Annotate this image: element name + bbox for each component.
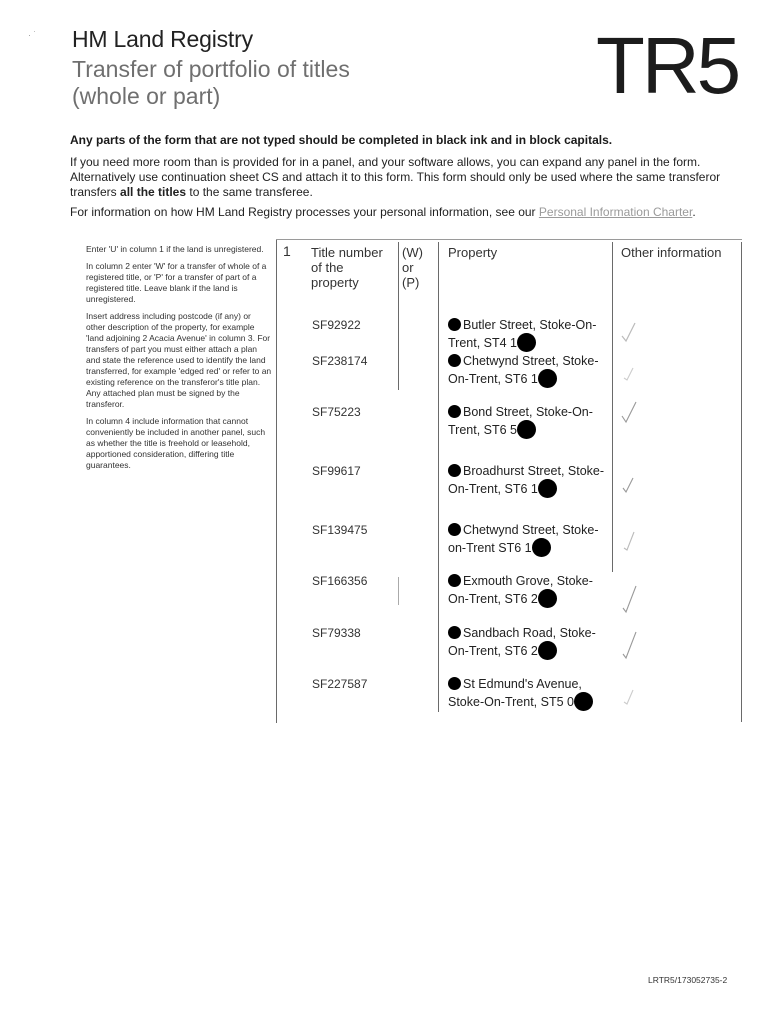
property-address-text: Bond Street, Stoke-On-Trent, ST6 5: [448, 405, 593, 437]
column-header-whole-or-part: [402, 245, 432, 290]
panel-top-rule: [276, 239, 742, 240]
title-number: SF92922: [312, 318, 361, 332]
scan-marks: · ˙: [28, 30, 37, 40]
property-address: [448, 574, 608, 608]
title-number: SF99617: [312, 464, 361, 478]
redaction-mark: [538, 589, 557, 608]
continuation-paragraph: [70, 155, 730, 200]
redaction-mark: [448, 626, 461, 639]
redaction-mark: [538, 641, 557, 660]
panel-right-border: [741, 242, 742, 722]
property-address: [448, 354, 608, 388]
form-title-line-1: Transfer of portfolio of titles: [72, 56, 350, 82]
property-address: [448, 318, 608, 352]
property-address: [448, 523, 608, 557]
column-header-label: Title number of the property: [311, 245, 383, 290]
form-reference: LRTR5/173052735-2: [648, 975, 728, 985]
guidance-note: Enter 'U' in column 1 if the land is unregistered.: [86, 244, 264, 254]
guidance-note: In column 2 enter 'W' for a transfer of whole of a registered title, or 'P' for a transfer of part of a registered title. Leave blank if the land is unregistered.: [86, 261, 267, 304]
guidance-note: Insert address including postcode (if any) or other description of the property, for example 'land adjoining 2 Acacia Avenue' in column 3. For transfers of part you must either attach a plan and state the reference used to identify the land transferred, for example 'edged red' or refer to an existing reference on the transferor's title plan. Any attached plan must be signed by the transferor.: [86, 311, 272, 409]
tick-mark-icon: [620, 684, 638, 710]
tick-mark-icon: [620, 320, 638, 346]
property-address-text: Chetwynd Street, Stoke-on-Trent ST6 1: [448, 523, 599, 555]
tick-mark-icon: [620, 528, 638, 554]
property-address: [448, 464, 608, 498]
column-header-other-information: Other information: [621, 245, 722, 260]
all-titles-emphasis: all the titles: [120, 185, 187, 199]
form-code: TR5: [596, 21, 739, 110]
redaction-mark: [448, 318, 461, 331]
redaction-mark: [448, 574, 461, 587]
property-address: [448, 677, 608, 711]
title-number: SF238174: [312, 354, 368, 368]
title-number: SF139475: [312, 523, 368, 537]
redaction-mark: [448, 523, 461, 536]
property-address: [448, 405, 608, 439]
column-divider: [398, 577, 399, 605]
redaction-mark: [517, 333, 536, 352]
column-header-label: (W) or (P): [402, 245, 423, 290]
property-address-text: Broadhurst Street, Stoke-On-Trent, ST6 1: [448, 464, 605, 496]
panel-left-border: [276, 240, 277, 723]
column-header-title-number: [311, 245, 393, 290]
redaction-mark: [448, 464, 461, 477]
continuation-text-end: to the same transferee.: [186, 185, 313, 199]
panel-number: 1: [283, 243, 291, 259]
tick-mark-icon: [620, 360, 638, 386]
form-title-line-2: (whole or part): [72, 83, 221, 109]
tick-mark-icon: [620, 472, 638, 498]
column-divider: [438, 242, 439, 712]
tick-mark-icon: [620, 400, 638, 426]
privacy-text-end: .: [692, 205, 696, 219]
redaction-mark: [532, 538, 551, 557]
organisation-name: HM Land Registry: [72, 26, 253, 52]
title-number: SF166356: [312, 574, 368, 588]
redaction-mark: [448, 354, 461, 367]
property-address-text: St Edmund's Avenue, Stoke-On-Trent, ST5 0: [448, 677, 582, 709]
property-address: [448, 626, 608, 660]
property-address-text: Sandbach Road, Stoke-On-Trent, ST6 2: [448, 626, 596, 658]
form-title: [72, 56, 350, 110]
completion-instruction: Any parts of the form that are not typed should be completed in black ink and in block capitals.: [70, 133, 613, 147]
privacy-text: For information on how HM Land Registry processes your personal information, see our: [70, 205, 539, 219]
redaction-mark: [448, 677, 461, 690]
redaction-mark: [574, 692, 593, 711]
title-number: SF79338: [312, 626, 361, 640]
property-address-text: Exmouth Grove, Stoke-On-Trent, ST6 2: [448, 574, 593, 606]
column-divider: [398, 242, 399, 390]
privacy-paragraph: [70, 205, 730, 220]
property-address-text: Butler Street, Stoke-On-Trent, ST4 1: [448, 318, 597, 350]
personal-information-charter-link[interactable]: Personal Information Charter: [538, 205, 693, 219]
redaction-mark: [517, 420, 536, 439]
redaction-mark: [538, 369, 557, 388]
tick-mark-icon: [620, 584, 638, 616]
property-address-text: Chetwynd Street, Stoke-On-Trent, ST6 1: [448, 354, 599, 386]
continuation-text: If you need more room than is provided for in a panel, and your software allows, you can expand any panel in the form. Alternatively use continuation sheet CS and attach it to this form. This form should only be used where the same transferor transfers: [70, 155, 721, 199]
column-header-property: Property: [448, 245, 498, 260]
redaction-mark: [448, 405, 461, 418]
title-number: SF227587: [312, 677, 368, 691]
title-number: SF75223: [312, 405, 361, 419]
redaction-mark: [538, 479, 557, 498]
column-divider: [612, 242, 613, 572]
tick-mark-icon: [620, 630, 638, 662]
guidance-note: In column 4 include information that cannot conveniently be included in another panel, such as whether the title is freehold or leasehold, apportioned consideration, differing title guarantees.: [86, 416, 266, 470]
panel-guidance: [86, 244, 272, 477]
